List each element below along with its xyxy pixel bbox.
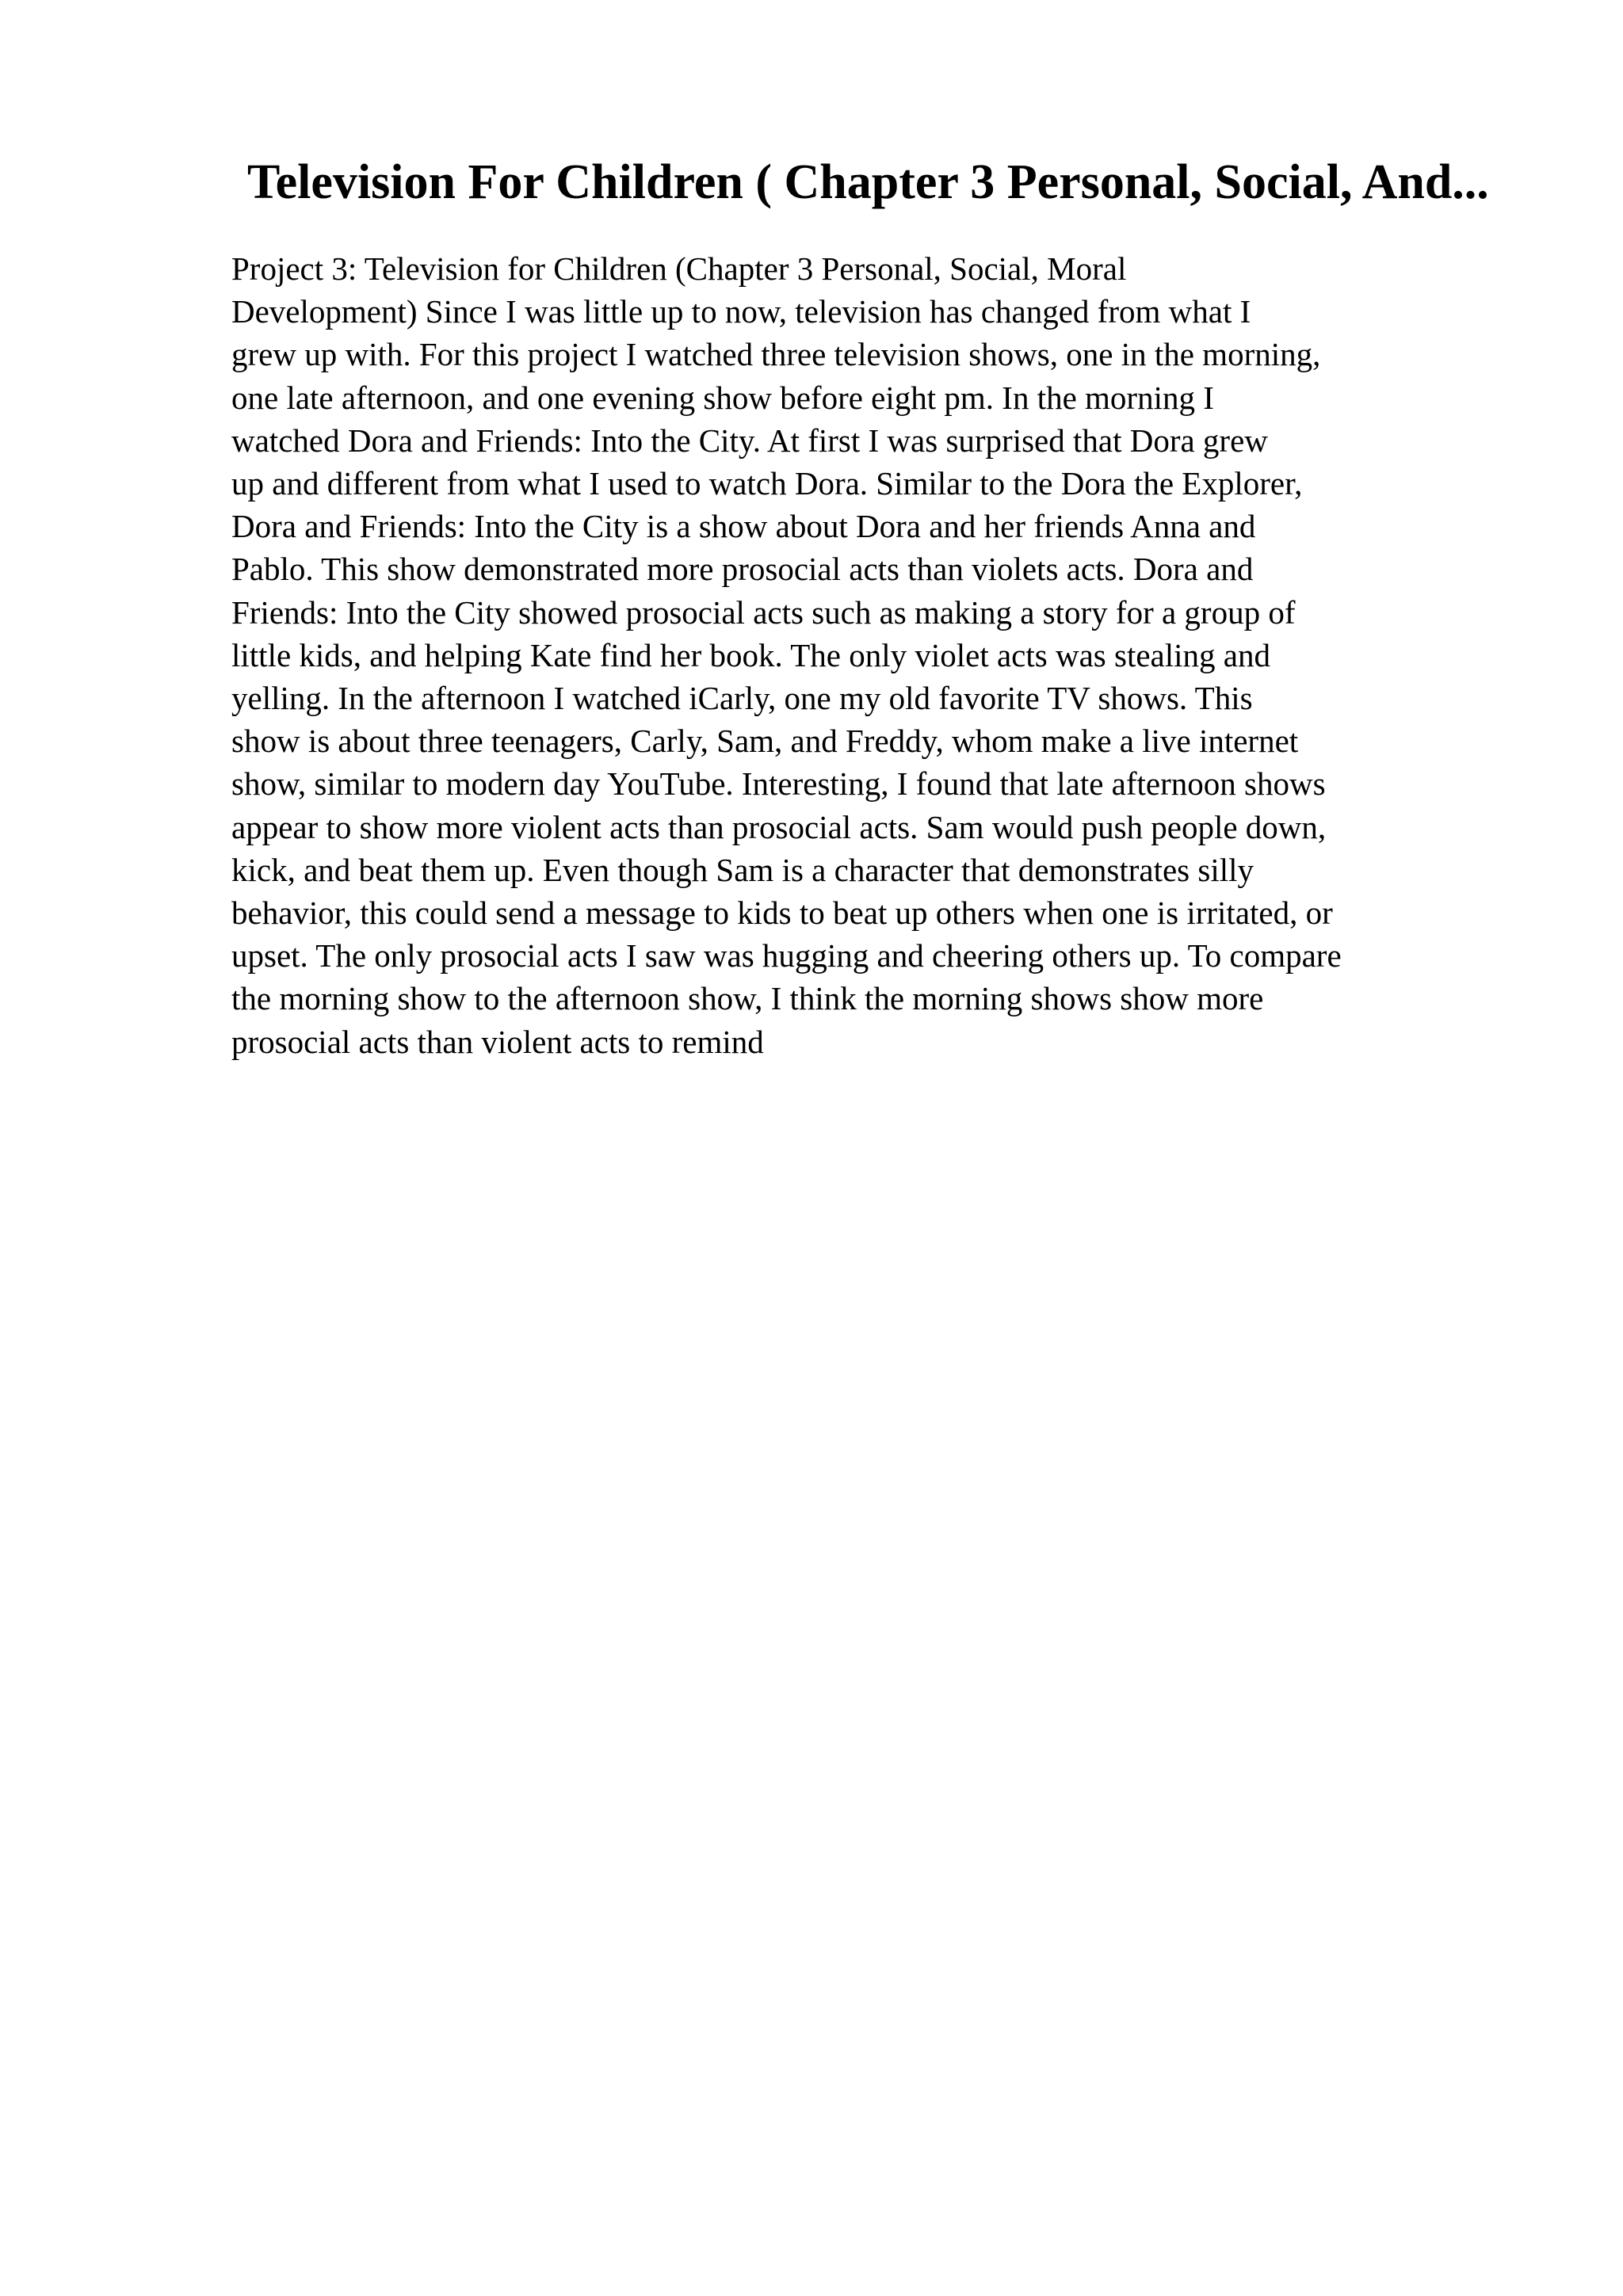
body-line: up and different from what I used to watch Dora. Similar to the Dora the Explorer, [231,465,1303,502]
document-body [231,247,1515,1063]
body-line: watched Dora and Friends: Into the City. At first I was surprised that Dora grew [231,421,1268,459]
body-line: Project 3: Television for Children (Chapter 3 Personal, Social, Moral [231,250,1127,287]
body-line: the morning show to the afternoon show, I think the morning shows show more [231,980,1264,1017]
body-line: one late afternoon, and one evening show before eight pm. In the morning I [231,379,1214,416]
body-line: upset. The only prosocial acts I saw was hugging and cheering others up. To compare [231,937,1342,974]
body-line: behavior, this could send a message to kids to beat up others when one is irritated, or [231,894,1333,932]
body-line: show, similar to modern day YouTube. Interesting, I found that late afternoon shows [231,765,1326,803]
body-line: Friends: Into the City showed prosocial acts such as making a story for a group of [231,593,1296,631]
body-line: kick, and beat them up. Even though Sam is a character that demonstrates silly [231,851,1254,888]
body-line: prosocial acts than violent acts to remind [231,1023,764,1060]
body-line: appear to show more violent acts than prosocial acts. Sam would push people down, [231,808,1327,845]
body-line: grew up with. For this project I watched three television shows, one in the morning, [231,336,1321,373]
body-line: yelling. In the afternoon I watched iCarly, one my old favorite TV shows. This [231,680,1253,717]
document-title: Television For Children ( Chapter 3 Personal, Social, And... [247,155,1489,209]
body-line: Development) Since I was little up to now, television has changed from what I [231,293,1251,330]
body-line: little kids, and helping Kate find her book. The only violet acts was stealing and [231,636,1270,673]
body-line: Pablo. This show demonstrated more prosocial acts than violets acts. Dora and [231,551,1254,588]
body-line: Dora and Friends: Into the City is a show about Dora and her friends Anna and [231,508,1256,545]
body-line: show is about three teenagers, Carly, Sam, and Freddy, whom make a live internet [231,723,1299,760]
